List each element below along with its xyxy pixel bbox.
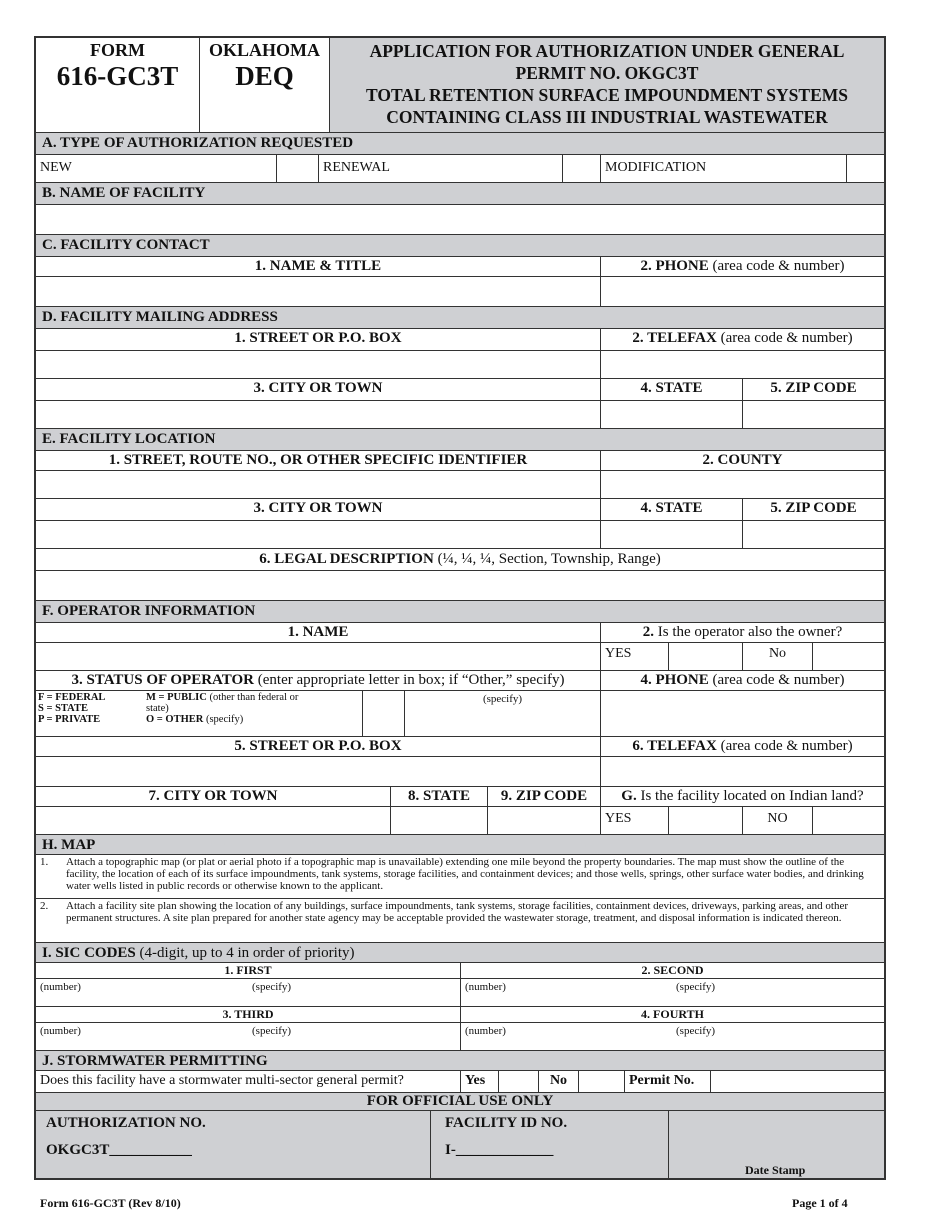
operator-name-row	[36, 642, 884, 670]
sic-first-header: 1. FIRST	[224, 963, 272, 977]
legal-description-field[interactable]	[36, 570, 884, 600]
new-label: NEW	[40, 160, 72, 175]
sic-first-specify[interactable]	[248, 979, 460, 1006]
mailing-city-headers	[36, 378, 884, 400]
specify-label: (specify)	[676, 981, 716, 993]
form-title	[329, 38, 884, 132]
location-city-field[interactable]	[36, 521, 600, 548]
legal-num: 6. LEGAL DESCRIPTION	[259, 551, 434, 567]
specify-label: (specify)	[482, 693, 523, 705]
operator-city-fields	[36, 806, 884, 834]
location-headers	[36, 450, 884, 470]
contact-phone-field[interactable]	[600, 277, 884, 306]
title-line: TOTAL RETENTION SURFACE IMPOUNDMENT SYSTEMS	[366, 85, 848, 105]
sic-third-specify[interactable]	[248, 1023, 460, 1050]
location-city-header: 3. CITY OR TOWN	[253, 500, 383, 516]
operator-zip-header: 9. ZIP CODE	[487, 787, 600, 806]
location-city-fields	[36, 520, 884, 548]
stormwater-row	[36, 1070, 884, 1092]
sic-second-number[interactable]	[460, 979, 672, 1006]
operator-zip-field[interactable]	[487, 807, 600, 834]
agency-box	[199, 38, 329, 132]
map-item-2	[36, 898, 884, 942]
form-label: FORM	[90, 40, 145, 60]
owner-no-checkbox[interactable]	[812, 642, 884, 670]
facility-id-label: FACILITY ID NO.	[445, 1115, 568, 1131]
operator-headers	[36, 622, 884, 642]
renewal-label: RENEWAL	[318, 155, 562, 182]
mailing-headers	[36, 328, 884, 350]
code-other: O = OTHER	[146, 714, 204, 725]
indian-yes-label: YES	[600, 807, 668, 834]
sic-fourth-specify[interactable]	[672, 1023, 884, 1050]
form-header	[36, 38, 884, 132]
location-county-header: 2. COUNTY	[600, 451, 884, 470]
agency-name: DEQ	[235, 61, 294, 91]
section-c-title: C. FACILITY CONTACT	[36, 234, 884, 256]
sic-note: (4-digit, up to 4 in order of priority)	[139, 945, 355, 961]
location-fields	[36, 470, 884, 498]
footer-page-number: Page 1 of 4	[792, 1196, 848, 1210]
number-label: (number)	[40, 1025, 81, 1037]
application-form	[34, 36, 886, 1180]
permit-no-label: Permit No.	[624, 1071, 710, 1092]
operator-city-headers	[36, 786, 884, 806]
map-item-1	[36, 854, 884, 898]
operator-state-field[interactable]	[390, 807, 487, 834]
number-label: (number)	[465, 1025, 506, 1037]
mailing-fields	[36, 350, 884, 378]
modification-label: MODIFICATION	[600, 155, 846, 182]
sic-first-number[interactable]	[36, 979, 248, 1006]
contact-phone-header	[600, 257, 884, 276]
sic-fourth-number[interactable]	[460, 1023, 672, 1050]
section-a-title: A. TYPE OF AUTHORIZATION REQUESTED	[36, 132, 884, 154]
authorization-label: AUTHORIZATION NO.	[46, 1115, 206, 1131]
sic-third-header: 3. THIRD	[222, 1007, 274, 1021]
map-item-num: 1.	[40, 856, 49, 868]
permit-no-field[interactable]	[710, 1071, 884, 1092]
operator-name-header: 1. NAME	[287, 624, 349, 640]
form-number-box	[36, 38, 199, 132]
specify-label: (specify)	[676, 1025, 716, 1037]
legal-description-header	[36, 548, 884, 570]
sic-fields-2	[36, 1022, 884, 1050]
sic-fourth-header: 4. FOURTH	[460, 1007, 884, 1022]
phone-num: 2. PHONE	[640, 258, 709, 274]
owner-question	[600, 623, 884, 642]
sic-fields-1	[36, 978, 884, 1006]
contact-name-title-header: 1. NAME & TITLE	[254, 258, 382, 274]
stormwater-no-checkbox[interactable]	[578, 1071, 624, 1092]
section-d-title: D. FACILITY MAILING ADDRESS	[36, 306, 884, 328]
facility-id-box	[430, 1111, 668, 1178]
mailing-state-header: 4. STATE	[600, 379, 742, 400]
telefax-num: 2. TELEFAX	[632, 330, 717, 346]
operator-phone-field[interactable]	[600, 691, 884, 736]
phone-num: 4. PHONE	[640, 672, 709, 688]
stormwater-question: Does this facility have a stormwater multi-sector general permit?	[40, 1073, 404, 1088]
operator-street-field[interactable]	[36, 757, 600, 786]
indian-land-question	[600, 787, 884, 806]
owner-yes-label: YES	[600, 642, 668, 670]
status-note: (enter appropriate letter in box; if “Other,” specify)	[257, 672, 565, 688]
location-zip-field[interactable]	[742, 521, 884, 548]
section-f-title: F. OPERATOR INFORMATION	[36, 600, 884, 622]
phone-note: (area code & number)	[712, 672, 845, 688]
owner-no-label: No	[742, 642, 812, 670]
authorization-type-row	[36, 154, 884, 182]
contact-name-field[interactable]	[36, 277, 600, 306]
form-number: 616-GC3T	[56, 61, 179, 91]
telefax-num: 6. TELEFAX	[632, 738, 717, 754]
section-j-title: J. STORMWATER PERMITTING	[36, 1050, 884, 1070]
mailing-city-fields	[36, 400, 884, 428]
official-use-row	[36, 1110, 884, 1178]
location-county-field[interactable]	[600, 471, 884, 498]
map-item-text: Attach a topographic map (or plat or aerial photo if a topographic map is unavailable) extending one mile beyond the property boundaries. The map must show the outline of the facility, the location of each of its surface impoundments, tank systems, storage facilities, and containment devices; and those wells, springs, other surface water bodies, and drinking water wells listed in public records or otherwise known to the applicant.	[66, 856, 864, 892]
indian-yes-checkbox[interactable]	[668, 807, 742, 834]
code-public-note2: state)	[146, 703, 169, 714]
map-item-text: Attach a facility site plan showing the location of any buildings, surface impoundments, tank systems, storage facilities, containment devices, driveways, parking areas, and other permanent structures. A site plan prepared for another state agency may be acceptable provided the wastewater storage, treatment, and disposal information is indicated thereon.	[66, 900, 849, 924]
location-city-headers	[36, 498, 884, 520]
code-federal: F = FEDERAL	[38, 692, 106, 703]
operator-street-fields	[36, 756, 884, 786]
mailing-street-field[interactable]	[36, 351, 600, 378]
operator-city-header: 7. CITY OR TOWN	[148, 788, 278, 804]
legal-note: (¼, ¼, ¼, Section, Township, Range)	[437, 551, 661, 567]
operator-street-header: 5. STREET OR P.O. BOX	[234, 738, 402, 754]
g-num: G.	[621, 788, 637, 804]
section-i-title	[36, 942, 884, 962]
mailing-city-field[interactable]	[36, 401, 600, 428]
new-checkbox[interactable]	[276, 155, 318, 182]
title-line: PERMIT NO. OKGC3T	[515, 63, 699, 83]
sic-title: I. SIC CODES	[42, 945, 136, 961]
sic-headers-1	[36, 962, 884, 978]
mailing-telefax-field[interactable]	[600, 351, 884, 378]
date-stamp-box	[668, 1111, 884, 1178]
authorization-value[interactable]: OKGC3T___________	[46, 1142, 192, 1158]
section-b-title: B. NAME OF FACILITY	[36, 182, 884, 204]
mailing-zip-header: 5. ZIP CODE	[742, 379, 884, 400]
code-state: S = STATE	[38, 703, 88, 714]
status-letter-box[interactable]	[362, 691, 404, 736]
renewal-checkbox[interactable]	[562, 155, 600, 182]
map-item-num: 2.	[40, 900, 49, 912]
facility-name-field[interactable]	[36, 204, 884, 234]
title-line: APPLICATION FOR AUTHORIZATION UNDER GENERAL	[369, 41, 845, 61]
mailing-telefax-header	[600, 329, 884, 350]
owner-yes-checkbox[interactable]	[668, 642, 742, 670]
g-question: Is the facility located on Indian land?	[640, 788, 864, 804]
operator-city-field[interactable]	[36, 807, 390, 834]
location-zip-header: 5. ZIP CODE	[742, 499, 884, 520]
operator-street-headers	[36, 736, 884, 756]
mailing-state-field[interactable]	[600, 401, 742, 428]
sic-third-number[interactable]	[36, 1023, 248, 1050]
stormwater-yes-label: Yes	[460, 1071, 498, 1092]
status-row	[36, 690, 884, 736]
authorization-box	[36, 1111, 430, 1178]
location-street-header: 1. STREET, ROUTE NO., OR OTHER SPECIFIC IDENTIFIER	[108, 452, 528, 468]
section-h-title: H. MAP	[36, 834, 884, 854]
number-label: (number)	[40, 981, 81, 993]
code-public-note: (other than federal or	[209, 692, 299, 703]
state-name: OKLAHOMA	[209, 40, 320, 60]
status-codes-right	[146, 692, 360, 735]
phone-note: (area code & number)	[712, 258, 845, 274]
mailing-city-header: 3. CITY OR TOWN	[253, 380, 383, 396]
owner-q: Is the operator also the owner?	[657, 624, 843, 640]
telefax-note: (area code & number)	[720, 738, 853, 754]
contact-fields	[36, 276, 884, 306]
status-header	[36, 671, 600, 690]
status-specify-field[interactable]	[404, 691, 600, 736]
section-e-title: E. FACILITY LOCATION	[36, 428, 884, 450]
mailing-street-header: 1. STREET OR P.O. BOX	[234, 330, 402, 346]
stormwater-yes-checkbox[interactable]	[498, 1071, 538, 1092]
operator-state-header: 8. STATE	[390, 787, 487, 806]
sic-second-header: 2. SECOND	[460, 963, 884, 978]
code-other-note: (specify)	[205, 714, 244, 725]
location-state-field[interactable]	[600, 521, 742, 548]
indian-no-checkbox[interactable]	[812, 807, 884, 834]
status-codes	[36, 691, 362, 736]
official-use-title: FOR OFFICIAL USE ONLY	[36, 1092, 884, 1110]
code-public: M = PUBLIC	[146, 692, 207, 703]
stormwater-no-label: No	[538, 1071, 578, 1092]
location-state-header: 4. STATE	[600, 499, 742, 520]
operator-telefax-header	[600, 737, 884, 756]
status-headers	[36, 670, 884, 690]
status-codes-left	[38, 692, 146, 735]
specify-label: (specify)	[252, 981, 292, 993]
status-num: 3. STATUS OF OPERATOR	[71, 672, 254, 688]
sic-second-specify[interactable]	[672, 979, 884, 1006]
footer-form-revision: Form 616-GC3T (Rev 8/10)	[40, 1196, 181, 1210]
specify-label: (specify)	[252, 1025, 292, 1037]
operator-phone-header	[600, 671, 884, 690]
facility-id-value[interactable]: I-_____________	[445, 1142, 554, 1158]
owner-num: 2.	[642, 624, 654, 640]
sic-headers-2	[36, 1006, 884, 1022]
operator-name-field[interactable]	[36, 642, 600, 670]
telefax-note: (area code & number)	[720, 330, 853, 346]
number-label: (number)	[465, 981, 506, 993]
mailing-zip-field[interactable]	[742, 401, 884, 428]
indian-no-label: NO	[742, 807, 812, 834]
title-line: CONTAINING CLASS III INDUSTRIAL WASTEWATER	[386, 107, 828, 127]
operator-telefax-field[interactable]	[600, 757, 884, 786]
location-street-field[interactable]	[36, 471, 600, 498]
modification-checkbox[interactable]	[846, 155, 884, 182]
date-stamp-label: Date Stamp	[745, 1163, 806, 1177]
contact-headers	[36, 256, 884, 276]
code-private: P = PRIVATE	[38, 714, 101, 725]
